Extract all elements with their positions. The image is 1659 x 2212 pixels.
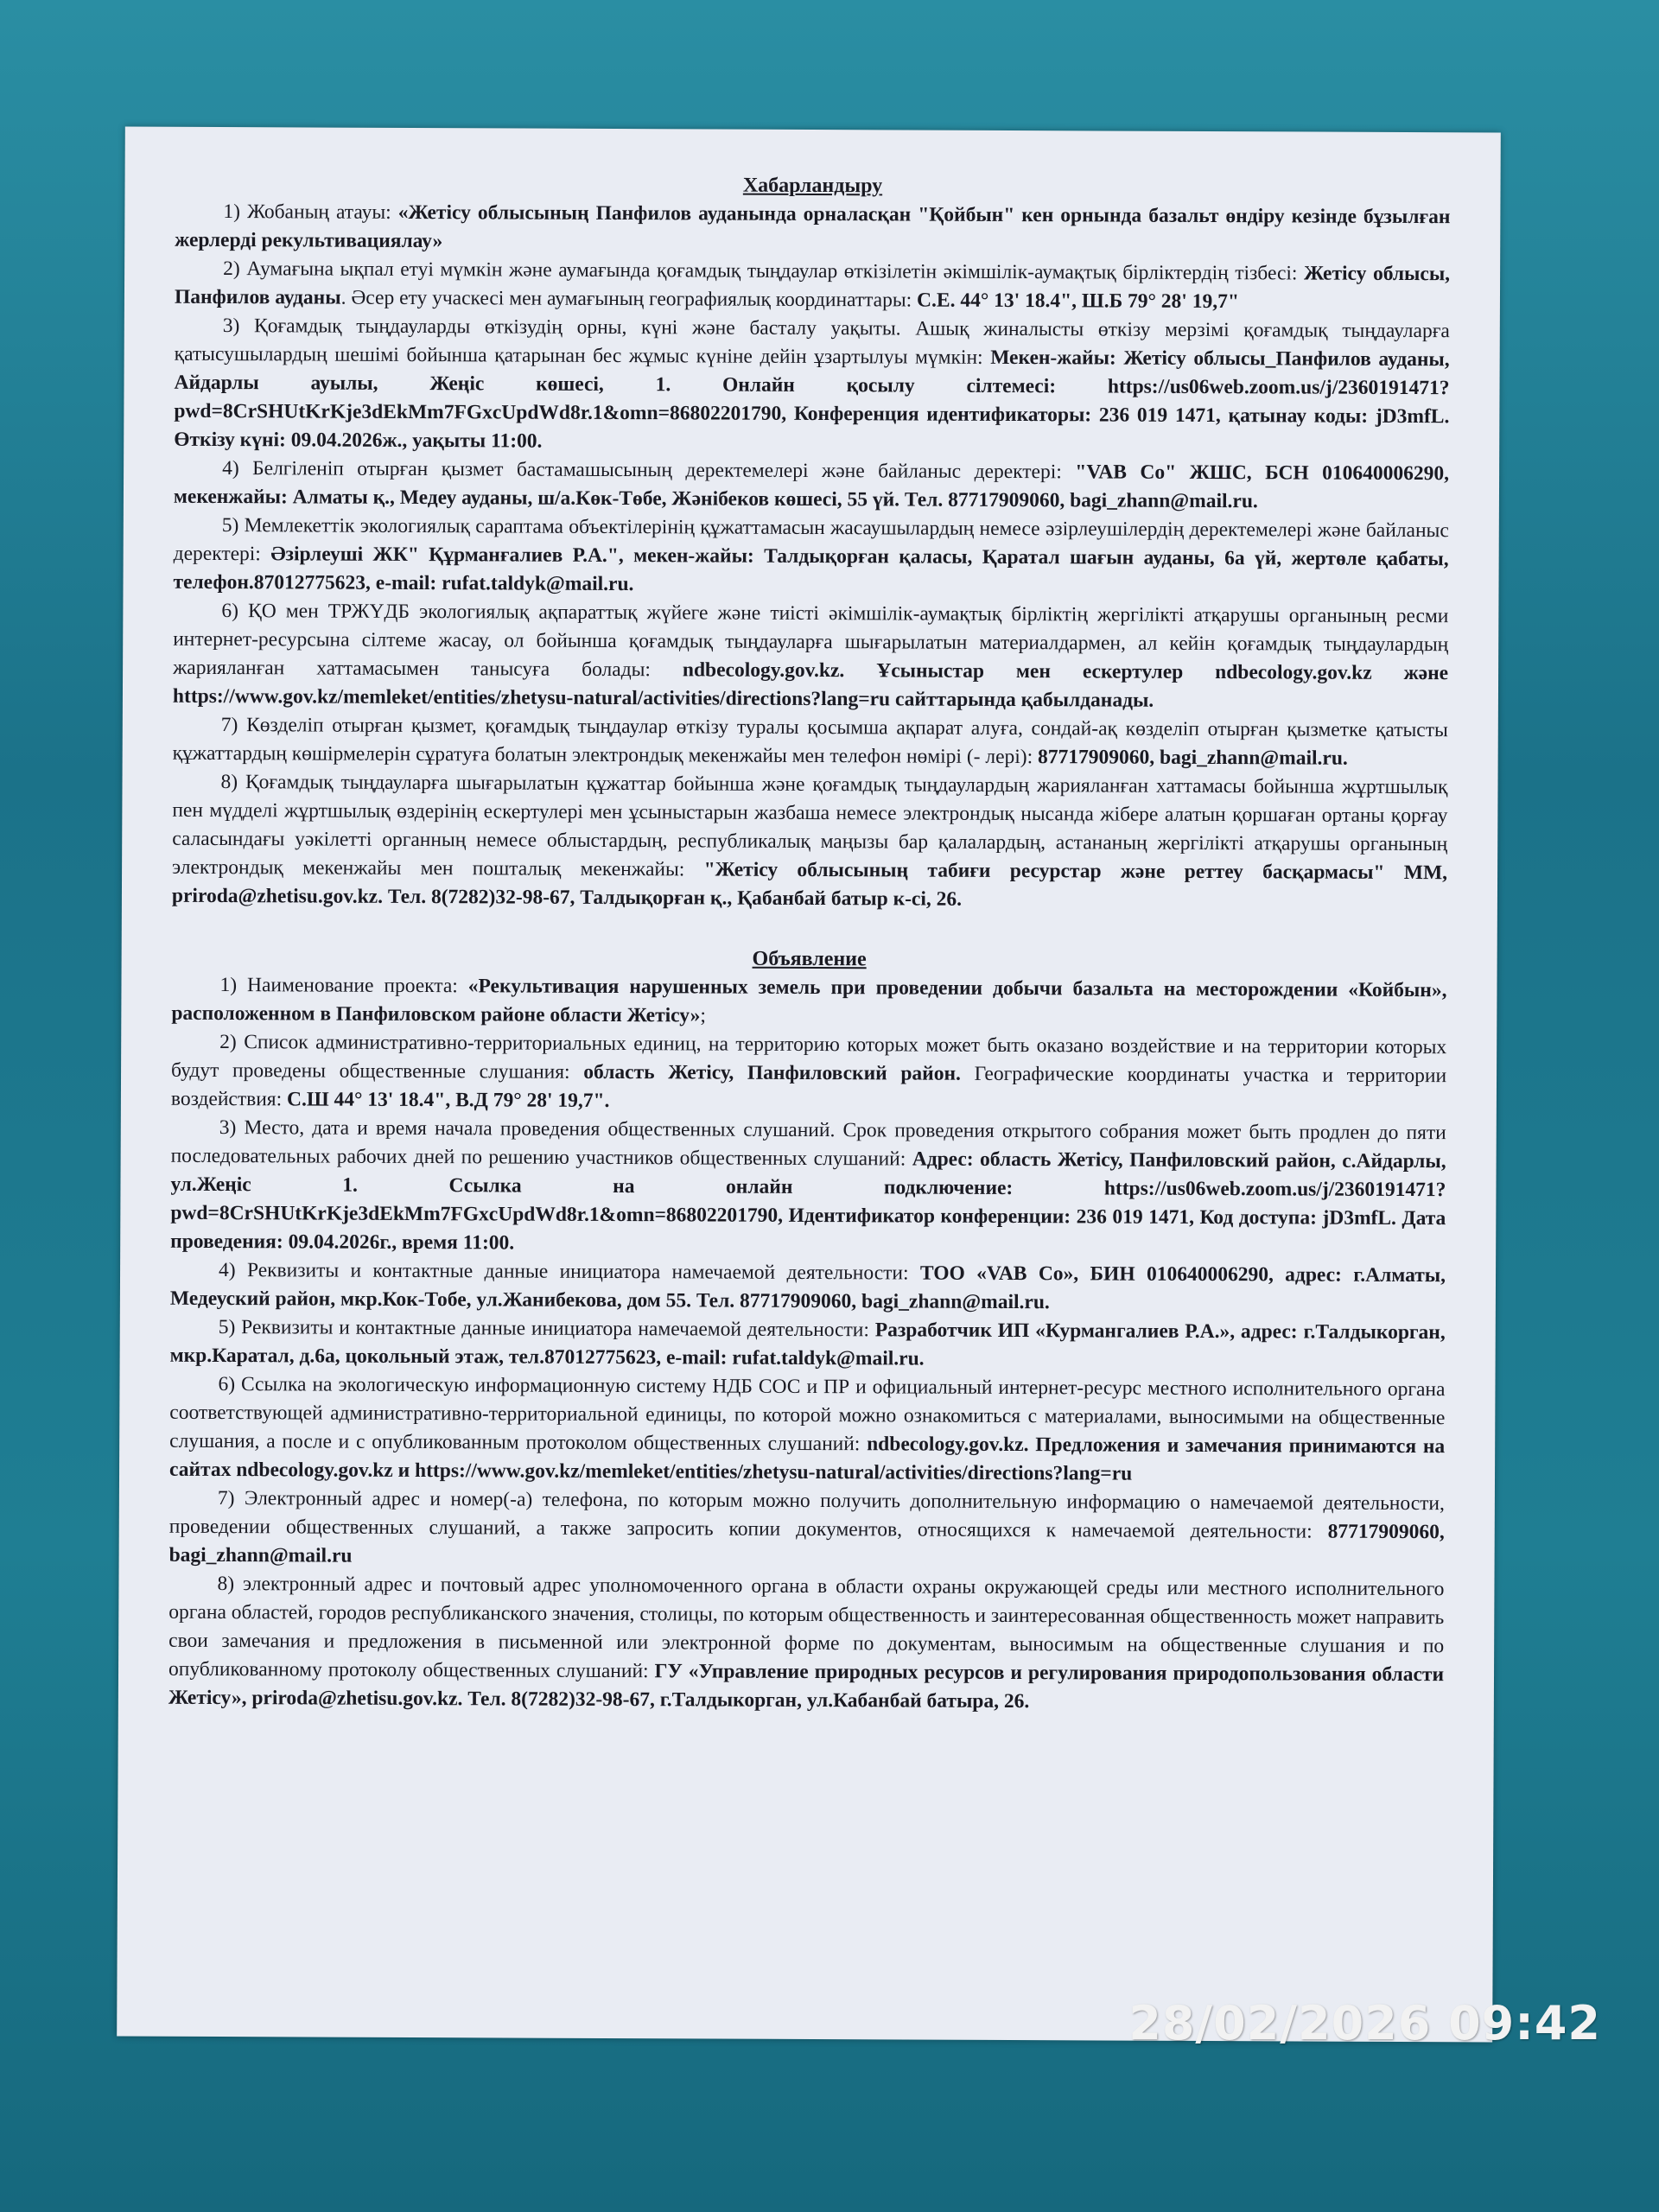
kazakh-item-3 (174, 312, 1450, 460)
russian-item-4-value: ТОО «VAB Co», БИН 010640006290, адрес: г.Алматы, Медеуский район, мкр.Кок-Тобе, ул.Жанибекова, дом 55. Тел. 87717909060, bagi_zhann@mail.ru. (169, 1262, 1446, 1314)
russian-item-6-value: ndbecology.gov.kz. Предложения и замечания принимаются на сайтах ndbecology.gov.kz и https://www.gov.kz/memleket/entities/zhetysu-natural/activities/directions?lang=ru (168, 1433, 1446, 1485)
russian-notice-title: Объявление (752, 947, 867, 971)
kazakh-item-6 (173, 597, 1449, 716)
kazakh-item-2-label: 2) Аумағына ықпал етуі мүмкін және аумағында қоғамдық тыңдаулар өткізілетін әкімшілік-аумақтық бірліктердің тізбесі: (223, 257, 1305, 285)
kazakh-item-2-label-2: . Әсер ету учаскесі мен аумағының географиялық координаттары: (340, 286, 918, 312)
russian-item-1-label: 1) Наименование проекта: (219, 974, 468, 998)
russian-item-2-coordinates: С.Ш 44° 13' 18.4", В.Д 79° 28' 19,7". (286, 1088, 610, 1112)
kazakh-item-8-label: 8) Қоғамдық тыңдауларға шығарылатын құжаттар бойынша және қоғамдық тыңдаулардың жарияланған хаттамасы бойынша жұртшылық пен мүдделі жұртшылық өздерінің ескертулері мен ұсыныстарын жазбаша немесе электрондық нысанда жібере алатын қоршаған ортаны қорғау саласындағы уәкілетті органның немесе облыстардың, республикалық маңызы бар қалалардың, астананың жергілікті атқарушы органының электрондық мекенжайы мен пошталық мекенжайы: (172, 771, 1448, 881)
kazakh-item-6-value: ndbecology.gov.kz. Ұсыныстар мен ескертулер ndbecology.gov.kz және https://www.gov.kz/memleket/entities/zhetysu-natural/activities/directions?lang=ru сайттарында қабылданады. (172, 658, 1449, 712)
russian-item-3 (170, 1114, 1446, 1262)
russian-item-2-label-2: Географические координаты участка и территории воздействия: (170, 1062, 1447, 1111)
russian-item-5-label: 5) Реквизиты и контактные данные инициатора намечаемой деятельности: (218, 1316, 875, 1342)
section-divider-space (172, 911, 1447, 949)
russian-item-6 (169, 1370, 1446, 1490)
russian-item-2 (171, 1028, 1446, 1119)
kazakh-notice (172, 170, 1451, 916)
kazakh-item-2-coordinates: С.Е. 44° 13' 18.4", Ш.Б 79° 28' 19,7" (917, 289, 1239, 314)
russian-item-5 (170, 1313, 1446, 1376)
kazakh-item-1-value: «Жетісу облысының Панфилов ауданында орналасқан "Қойбын" кен орнында базальт өндіру кезінде бұзылған жерлерді рекультивациялау» (175, 200, 1451, 253)
russian-item-8-value: ГУ «Управление природных ресурсов и регулирования природопользования области Жетісу», priroda@zhetisu.gov.kz. Тел. 8(7282)32-98-67, г.Талдыкорган, ул.Кабанбай батыра, 26. (168, 1660, 1445, 1713)
kazakh-item-3-label: 3) Қоғамдық тыңдауларды өткізудің орны, күні және басталу уақыты. Ашық жиналысты өткізу мерзімі қоғамдық тыңдауларға қатысушылардың шешімі бойынша қатарынан бес жұмыс күніне дейін ұзартылуы мүмкін: (174, 315, 1450, 369)
russian-item-8 (168, 1570, 1445, 1718)
kazakh-item-4-value: "VAB Co" ЖШС, БСН 010640006290, мекенжайы: Алматы қ., Медеу ауданы, ш/а.Көк-Төбе, Жәнібеков көшесі, 55 үй. Тел. 87717909060, bagi_zhann@mail.ru. (173, 461, 1450, 513)
photo-timestamp: 28/02/2026 09:42 (1128, 1996, 1601, 2050)
kazakh-item-5-value: Әзірлеуші ЖК" Құрманғалиев Р.А.", мекен-жайы: Талдықорған қаласы, Қаратал шағын ауданы, 6а үй, жертөле қабаты, телефон.87012775623, e-mail: rufat.taldyk@mail.ru. (173, 543, 1449, 596)
russian-item-7-label: 7) Электронный адрес и номер(-а) телефона, по которым можно получить дополнительную информацию о намечаемой деятельности, проведении общественных слушаний, а также запросить копии документов, относящихся к намечаемой деятельности: (168, 1487, 1445, 1543)
kazakh-item-1-label: 1) Жобаның атауы: (223, 200, 398, 224)
russian-item-4-label: 4) Реквизиты и контактные данные инициатора намечаемой деятельности: (218, 1259, 920, 1285)
kazakh-item-5-label: 5) Мемлекеттік экологиялық сараптама объектілерінің құжаттамасын жасаушылардың немесе әзірлеушілердің деректемелері және байланыс деректері: (173, 514, 1449, 566)
russian-item-5-value: Разработчик ИП «Курмангалиев Р.А.», адрес: г.Талдыкорган, мкр.Каратал, д.6а, цокольный этаж, тел.87012775623, e-mail: rufat.taldyk@mail.ru. (169, 1319, 1446, 1370)
russian-item-3-label: 3) Место, дата и время начала проведения общественных слушаний. Срок проведения открытого собрания может быть продлен до пяти последовательных рабочих дней по решению участников общественных слушаний: (170, 1116, 1446, 1171)
kazakh-notice-title: Хабарландыру (742, 174, 883, 198)
kazakh-item-5 (173, 512, 1448, 602)
kazakh-item-7 (173, 711, 1448, 773)
kazakh-item-4-label: 4) Белгіленіп отырған қызмет бастамашысының деректемелері және байланыс деректері: (222, 457, 1076, 484)
kazakh-item-3-value: Мекен-жайы: Жетісу облысы_Панфилов ауданы, Айдарлы ауылы, Жеңіс көшесі, 1. Онлайн қосылу сілтемесі: https://us06web.zoom.us/j/2360191471?pwd=8CrSHUtKrKje3dEkMm7FGxcUpdWd8r.1&omn=86802201790, Конференция идентификаторы: 236 019 1471, қатынау коды: jD3mfL. Өткізу күні: 09.04.2026ж., уақыты 11:00. (174, 346, 1450, 453)
russian-item-2-value: область Жетісу, Панфиловский район. (583, 1060, 961, 1085)
russian-item-2-label: 2) Список административно-территориальных единиц, на территорию которых может быть оказано воздействие и на территории которых будут проведены общественные слушания: (171, 1031, 1447, 1084)
russian-notice (168, 944, 1447, 1718)
kazakh-item-2-value: Жетісу облысы, Панфилов ауданы (174, 262, 1451, 309)
kazakh-item-8 (172, 768, 1448, 916)
kazakh-item-6-label: 6) ҚО мен ТРЖҮДБ экологиялық ақпараттық жүйеге және тиісті әкімшілік-аумақтық бірліктің жергілікті атқарушы органының ресми интернет-ресурсына сілтеме жасау, ол бойынша қоғамдық тыңдауларға шығарылатын материалдармен, ал кейін қоғамдық тыңдаулардың жарияланған хаттамасымен танысуға болады: (173, 600, 1449, 682)
kazakh-item-7-value: 87717909060, bagi_zhann@mail.ru. (1038, 746, 1348, 770)
kazakh-item-1 (175, 198, 1450, 260)
russian-item-3-value: Адрес: область Жетісу, Панфиловский район, с.Айдарлы, ул.Жеңіс 1. Ссылка на онлайн подключение: https://us06web.zoom.us/j/2360191471?pwd=8CrSHUtKrKje3dEkMm7FGxcUpdWd8r.1&omn=86802201790, Идентификатор конференции: 236 019 1471, Код доступа: jD3mfL. Дата проведения: 09.04.2026г., время 11:00. (170, 1147, 1446, 1255)
russian-item-7-value: 87717909060, bagi_zhann@mail.ru (168, 1520, 1445, 1567)
russian-item-8-label: 8) электронный адрес и почтовый адрес уполномоченного органа в области охраны окружающей среды или местного исполнительного органа областей, городов республиканского значения, столицы, по которым общественность и заинтересованная общественность может направить свои замечания и предложения в письменной или электронной форме по документам, выносимым на общественные слушания и по опубликованному протоколу общественных слушаний: (168, 1573, 1445, 1683)
russian-item-7 (169, 1484, 1445, 1575)
russian-item-1 (171, 971, 1446, 1033)
russian-item-1-value: «Рекультивация нарушенных земель при проведении добычи базальта на месторождении «Койбын», расположенном в Панфиловском районе области Жетісу» (171, 975, 1447, 1027)
kazakh-item-4 (174, 454, 1449, 517)
kazakh-item-8-value: "Жетісу облысының табиғи ресурстар және реттеу басқармасы" ММ, priroda@zhetisu.gov.kz. Тел. 8(7282)32-98-67, Талдықорған қ., Қабанбай батыр к-сі, 26. (171, 858, 1448, 911)
kazakh-item-2 (175, 255, 1450, 317)
kazakh-item-7-label: 7) Көзделіп отырған қызмет, қоғамдық тыңдаулар өткізу туралы қосымша ақпарат алуға, сондай-ақ көзделіп отырған қызметке қатысты құжаттардың көшірмелерін сұратуға болатын электрондық мекенжайы мен телефон нөмірі (- лері): (172, 714, 1448, 769)
paper-notice-sheet (117, 127, 1501, 2043)
russian-item-4 (170, 1256, 1446, 1319)
russian-item-1-end: ; (700, 1004, 706, 1027)
russian-item-6-label: 6) Ссылка на экологическую информационную систему НДБ СОС и ПР и официальный интернет-ресурс местного исполнительного органа соответствующей административно-территориальной единицы, по которой можно ознакомиться с материалами, выносимыми на общественные слушания, а после и с опубликованным протоколом общественных слушаний: (169, 1373, 1446, 1456)
